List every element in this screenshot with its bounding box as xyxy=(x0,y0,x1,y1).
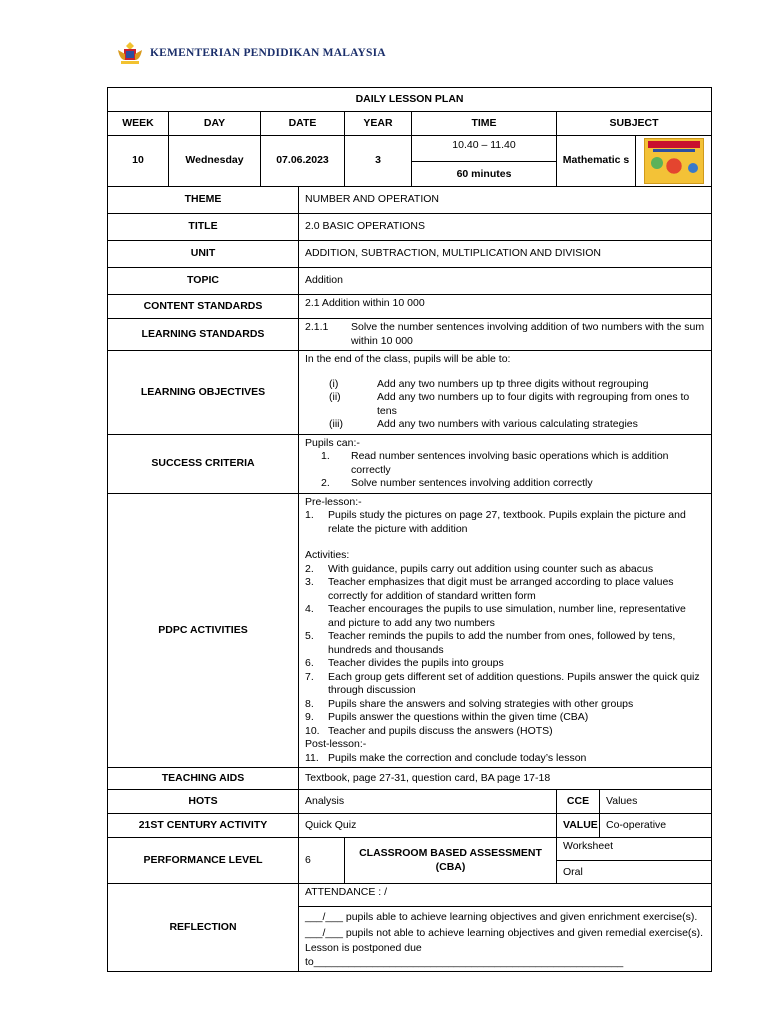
learning-text: Solve the number sentences involving addition of two numbers with the sum within 10 000 xyxy=(351,321,705,347)
col-day: DAY xyxy=(169,112,261,136)
cce-label: CCE xyxy=(557,790,600,814)
page-header xyxy=(116,40,386,66)
year-value: 3 xyxy=(345,136,412,187)
century-value: Quick Quiz xyxy=(299,814,557,838)
coat-of-arms-icon xyxy=(116,40,144,66)
title-value: 2.0 BASIC OPERATIONS xyxy=(299,214,712,241)
content-row xyxy=(108,295,712,319)
subject-cell xyxy=(557,136,712,187)
performance-row xyxy=(108,838,712,884)
attendance-line: ATTENDANCE : / xyxy=(299,884,711,907)
activity-item: 8. Pupils share the answers and solving strategies with other groups xyxy=(305,697,634,710)
unit-label: UNIT xyxy=(108,241,299,268)
cba-worksheet: Worksheet xyxy=(557,838,711,861)
ministry-name: KEMENTERIAN PENDIDIKAN MALAYSIA xyxy=(150,47,386,59)
header-row xyxy=(108,112,712,136)
unit-row xyxy=(108,241,712,268)
century-row xyxy=(108,814,712,838)
value-label: VALUE xyxy=(557,814,600,838)
theme-row xyxy=(108,187,712,214)
aids-value: Textbook, page 27-31, question card, BA page 17-18 xyxy=(299,768,712,790)
time-cell xyxy=(412,136,557,187)
objectives-label: LEARNING OBJECTIVES xyxy=(108,351,299,435)
learning-value xyxy=(299,319,712,351)
activity-item: 1. Pupils study the pictures on page 27, textbook. Pupils explain the picture and relate the picture with addition xyxy=(305,509,686,535)
activity-item: 7. Each group gets different set of addition questions. Pupils answer the quick quiz through discussion xyxy=(305,670,700,696)
day-value: Wednesday xyxy=(169,136,261,187)
objectives-intro: In the end of the class, pupils will be able to: xyxy=(305,353,511,365)
subject-value: Mathematic s xyxy=(557,136,636,186)
pdpc-row xyxy=(108,493,712,768)
date-value: 07.06.2023 xyxy=(261,136,345,187)
title-label: TITLE xyxy=(108,214,299,241)
aids-label: TEACHING AIDS xyxy=(108,768,299,790)
cba-label: CLASSROOM BASED ASSESSMENT (CBA) xyxy=(345,838,557,884)
pdpc-label: PDPC ACTIVITIES xyxy=(108,493,299,768)
plan-title: DAILY LESSON PLAN xyxy=(108,88,712,112)
content-label: CONTENT STANDARDS xyxy=(108,295,299,319)
objective-item: (ii) Add any two numbers up to four digits with regrouping from ones to tens xyxy=(329,391,690,417)
activity-item: 4. Teacher encourages the pupils to use simulation, number line, representative and picture to add any two numbers xyxy=(305,603,686,629)
success-intro: Pupils can:- xyxy=(305,436,360,449)
learning-label: LEARNING STANDARDS xyxy=(108,319,299,351)
col-date: DATE xyxy=(261,112,345,136)
objective-item: (i) Add any two numbers up tp three digits without regrouping xyxy=(329,377,649,390)
objectives-row xyxy=(108,351,712,435)
col-year: YEAR xyxy=(345,112,412,136)
reflection-label: REFLECTION xyxy=(108,884,299,972)
success-row xyxy=(108,434,712,493)
duration-value: 60 minutes xyxy=(456,167,512,180)
value-value: Co-operative xyxy=(600,814,712,838)
reflection-row xyxy=(108,884,712,972)
pdpc-cell xyxy=(299,493,712,768)
title-row xyxy=(108,214,712,241)
activity-item: 9. Pupils answer the questions within the given time (CBA) xyxy=(305,711,589,723)
success-cell xyxy=(299,434,712,493)
activity-item: 11. Pupils make the correction and conclude today’s lesson xyxy=(305,751,587,764)
pre-lesson-heading: Pre-lesson:- xyxy=(305,495,362,508)
success-item: 1. Read number sentences involving basic operations which is addition correctly xyxy=(321,450,669,476)
performance-label: PERFORMANCE LEVEL xyxy=(108,838,299,884)
activity-item: 6. Teacher divides the pupils into groups xyxy=(305,657,504,669)
cce-value: Values xyxy=(600,790,712,814)
hots-value: Analysis xyxy=(299,790,557,814)
lesson-plan-table xyxy=(107,87,712,972)
hots-row xyxy=(108,790,712,814)
activity-item: 10. Teacher and pupils discuss the answers (HOTS) xyxy=(305,724,553,737)
col-week: WEEK xyxy=(108,112,169,136)
topic-value: Addition xyxy=(299,268,712,295)
reflection-line: Lesson is postponed due to_____________________________________________________ xyxy=(305,942,624,968)
textbook-cover-image xyxy=(644,138,704,184)
hots-label: HOTS xyxy=(108,790,299,814)
learning-row xyxy=(108,319,712,351)
post-lesson-heading: Post-lesson:- xyxy=(305,738,367,750)
theme-label: THEME xyxy=(108,187,299,214)
week-value: 10 xyxy=(108,136,169,187)
reflection-line: ___/___ pupils able to achieve learning objectives and given enrichment exercise(s). xyxy=(305,911,698,923)
time-value: 10.40 – 11.40 xyxy=(412,137,556,162)
century-label: 21ST CENTURY ACTIVITY xyxy=(108,814,299,838)
objectives-cell xyxy=(299,351,712,435)
aids-row xyxy=(108,768,712,790)
cba-cell xyxy=(557,838,712,884)
activity-item: 2. With guidance, pupils carry out addition using counter such as abacus xyxy=(305,562,654,575)
info-row xyxy=(108,136,712,187)
learning-number: 2.1.1 xyxy=(305,321,329,333)
activity-item: 5. Teacher reminds the pupils to add the number from ones, followed by tens, hundreds and thousands xyxy=(305,630,676,656)
success-item: 2. Solve number sentences involving addition correctly xyxy=(321,477,593,489)
topic-row xyxy=(108,268,712,295)
theme-value: NUMBER AND OPERATION xyxy=(299,187,712,214)
col-time: TIME xyxy=(412,112,557,136)
performance-value: 6 xyxy=(299,838,345,884)
reflection-cell xyxy=(299,884,712,972)
activities-heading: Activities: xyxy=(305,549,350,561)
topic-label: TOPIC xyxy=(108,268,299,295)
col-subject: SUBJECT xyxy=(557,112,712,136)
activity-item: 3. Teacher emphasizes that digit must be arranged according to place values correctly for addition of standard written form xyxy=(305,576,674,602)
success-label: SUCCESS CRITERIA xyxy=(108,434,299,493)
reflection-line: ___/___ pupils not able to achieve learning objectives and given remedial exercise(s). xyxy=(305,926,704,939)
cba-oral: Oral xyxy=(563,866,583,878)
objective-item: (iii) Add any two numbers with various calculating strategies xyxy=(329,418,638,430)
unit-value: ADDITION, SUBTRACTION, MULTIPLICATION AND DIVISION xyxy=(299,241,712,268)
content-value: 2.1 Addition within 10 000 xyxy=(299,295,712,319)
